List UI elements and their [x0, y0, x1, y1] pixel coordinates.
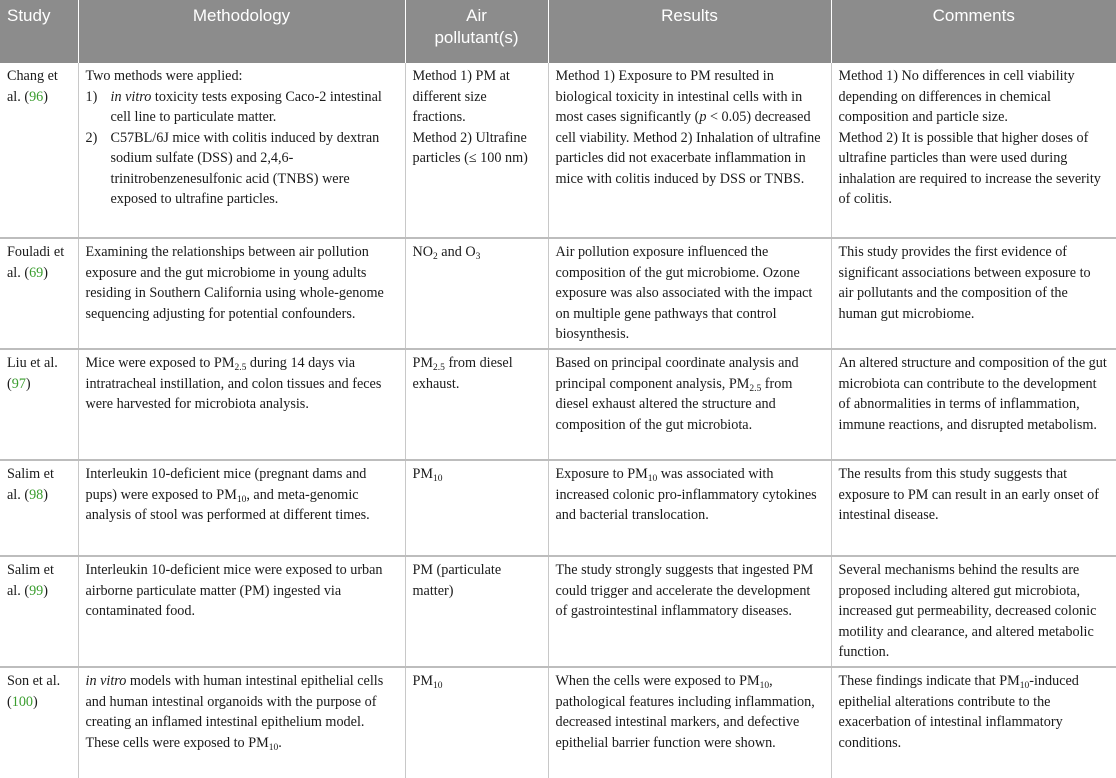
study-close: ) — [43, 264, 48, 281]
list-text: C57BL/6J mice with colitis induced by dextran sodium sulfate (DSS) and 2,4,6-trinitrobenzenesulfonic acid (TNBS) were exposed to ultrafine particles. — [110, 129, 380, 207]
pollutant-cell: PM (particulate matter) — [405, 556, 548, 667]
table-row — [0, 667, 1116, 778]
table-row — [0, 349, 1116, 460]
results-text: Method 1) Exposure to PM resulted in biological toxicity in intestinal cells with in most cases significantly ( — [555, 68, 803, 125]
study-cell — [0, 349, 78, 460]
subscript: 10 — [268, 742, 279, 753]
study-name: Salim et al. ( — [7, 466, 54, 503]
results-text: When the cells were exposed to PM — [555, 673, 760, 689]
methodology-text: Mice were exposed to PM — [85, 355, 235, 371]
results-cell: The study strongly suggests that ingested PM could trigger and accelerate the development of gastrointestinal inflammatory diseases. — [548, 556, 831, 667]
study-close: ) — [25, 375, 31, 392]
results-cell — [548, 63, 831, 238]
methodology-text: , and meta-genomic analysis of stool was performed at different times. — [85, 486, 370, 523]
pollutant-cell — [405, 238, 548, 349]
results-cell — [548, 460, 831, 556]
methodology-text: models with human intestinal epithelial cells and human intestinal organoids with the purpose of creating an inflamed intestinal epithelium model. These cells were exposed to PM — [85, 673, 384, 751]
study-name: Salim et al. ( — [7, 562, 54, 599]
header-methodology: Methodology — [78, 0, 405, 63]
p-value-symbol: p — [699, 109, 707, 125]
methodology-cell: Examining the relationships between air pollution exposure and the gut microbiome in young adults residing in Southern California using whole-genome sequencing adjusting for potential confounders. — [78, 238, 405, 349]
reference-link[interactable]: 100 — [11, 693, 34, 710]
subscript: 10 — [1019, 681, 1030, 691]
comments-cell — [831, 63, 1116, 238]
subscript: 10 — [433, 681, 443, 691]
subscript: 2.5 — [749, 383, 762, 394]
study-name: Son et al. ( — [7, 673, 61, 710]
comments-cell: Several mechanisms behind the results are proposed including altered gut microbiota, increased gut permeability, decreased colonic motility and clearance, and altered metabolic function. — [831, 556, 1116, 667]
reference-link[interactable]: 99 — [29, 582, 44, 599]
subscript: 2 — [433, 252, 438, 262]
study-name: Chang et al. ( — [7, 68, 58, 105]
pollutant-cell — [405, 667, 548, 778]
subscript: 10 — [236, 494, 247, 505]
subscript: 10 — [433, 474, 443, 484]
header-comments: Comments — [831, 0, 1116, 63]
pollutant-text: Method 1) PM at different size fractions. — [412, 68, 510, 125]
study-close: ) — [43, 486, 48, 503]
results-cell — [548, 667, 831, 778]
methodology-text: Interleukin 10-deficient mice (pregnant dams and pups) were exposed to PM — [85, 466, 367, 503]
subscript: 10 — [647, 474, 658, 484]
comments-cell — [831, 667, 1116, 778]
study-close: ) — [33, 693, 38, 710]
header-row — [0, 0, 1116, 63]
pollutant-text: PM — [412, 466, 434, 482]
pollutant-text: PM — [412, 673, 434, 689]
methodology-cell — [78, 460, 405, 556]
results-text: Exposure to PM — [555, 466, 648, 482]
reference-link[interactable]: 98 — [29, 486, 44, 503]
methodology-cell — [78, 667, 405, 778]
results-text: was associated with increased colonic pro-inflammatory cytokines and bacterial translocation. — [555, 466, 817, 523]
emphasis-text: in vitro — [85, 673, 127, 689]
methodology-list — [86, 87, 398, 210]
methodology-text: . — [278, 734, 282, 751]
comments-cell: An altered structure and composition of the gut microbiota can contribute to the development of abnormalities in terms of inflammation, immune reactions, and disrupted metabolism. — [831, 349, 1116, 460]
methodology-cell — [78, 63, 405, 238]
study-close: ) — [43, 582, 48, 599]
header-air-pollutants — [405, 0, 548, 63]
results-text: , pathological features including inflammation, decreased intestinal markers, and defective epithelial barrier function were shown. — [555, 673, 815, 751]
results-cell: Air pollution exposure influenced the composition of the gut microbiome. Ozone exposure was also associated with the impact on multiple gene pathways that control biosynthesis. — [548, 238, 831, 349]
comments-cell: The results from this study suggests that exposure to PM can result in an early onset of intestinal disease. — [831, 460, 1116, 556]
results-text: Based on principal coordinate analysis and principal component analysis, PM — [555, 355, 799, 392]
comments-text: These findings indicate that PM — [838, 673, 1020, 689]
results-cell — [548, 349, 831, 460]
list-item — [86, 87, 398, 128]
header-pollutant-line2: pollutant(s) — [434, 28, 519, 47]
pollutant-text: NO — [412, 244, 433, 260]
table-row — [0, 460, 1116, 556]
study-close: ) — [43, 88, 48, 105]
subscript: 2.5 — [433, 363, 445, 373]
results-text: from diesel exhaust altered the structure and composition of the gut microbiota. — [555, 375, 793, 433]
list-number: 1) — [85, 88, 98, 105]
subscript: 3 — [475, 252, 481, 262]
pollutant-text: and O — [437, 244, 476, 260]
comments-cell: This study provides the first evidence of significant associations between exposure to air pollutants and the composition of the human gut microbiome. — [831, 238, 1116, 349]
study-cell — [0, 556, 78, 667]
study-cell — [0, 238, 78, 349]
comments-text: Method 1) No differences in cell viability depending on differences in chemical composition and particle size. — [838, 68, 1075, 125]
study-cell — [0, 667, 78, 778]
results-text: < 0.05) decreased cell viability. Method 2) Inhalation of ultrafine particles did not exacerbate inflammation in mice with colitis induced by DSS or TNBS. — [555, 109, 821, 187]
reference-link[interactable]: 96 — [29, 88, 44, 105]
methodology-cell — [78, 349, 405, 460]
methodology-intro: Two methods were applied: — [85, 68, 243, 84]
table-row — [0, 63, 1116, 238]
comments-text: Method 2) It is possible that higher doses of ultrafine particles than were used during inhalation are required to increase the severity of colitis. — [838, 129, 1101, 207]
pollutant-text: from diesel exhaust. — [412, 355, 513, 392]
study-name: Liu et al. ( — [7, 355, 58, 392]
header-results: Results — [548, 0, 831, 63]
list-number: 2) — [85, 129, 98, 146]
methodology-cell: Interleukin 10-deficient mice were exposed to urban airborne particulate matter (PM) ingested via contaminated food. — [78, 556, 405, 667]
subscript: 10 — [759, 681, 770, 691]
reference-link[interactable]: 69 — [29, 264, 44, 281]
comments-text: -induced epithelial alterations contribute to the exacerbation of intestinal inflammatory conditions. — [838, 673, 1079, 751]
reference-link[interactable]: 97 — [11, 375, 26, 392]
pollutant-cell — [405, 63, 548, 238]
methodology-text: during 14 days via intratracheal instillation, and colon tissues and feces were harvested for microbiota analysis. — [85, 355, 382, 412]
emphasis-text: in vitro — [110, 88, 152, 105]
subscript: 2.5 — [234, 363, 247, 373]
study-cell — [0, 460, 78, 556]
pollutant-text: PM — [412, 355, 434, 371]
pollutant-text: Method 2) Ultrafine particles (≤ 100 nm) — [412, 129, 528, 166]
table-row — [0, 556, 1116, 667]
study-name: Fouladi et al. ( — [7, 244, 65, 281]
header-pollutant-line1: Air — [466, 6, 487, 25]
list-item — [86, 128, 398, 210]
pollutant-cell — [405, 349, 548, 460]
header-study: Study — [0, 0, 78, 63]
table-row — [0, 238, 1116, 349]
list-text: toxicity tests exposing Caco-2 intestinal cell line to particulate matter. — [110, 88, 382, 125]
pollutant-cell — [405, 460, 548, 556]
study-cell — [0, 63, 78, 238]
